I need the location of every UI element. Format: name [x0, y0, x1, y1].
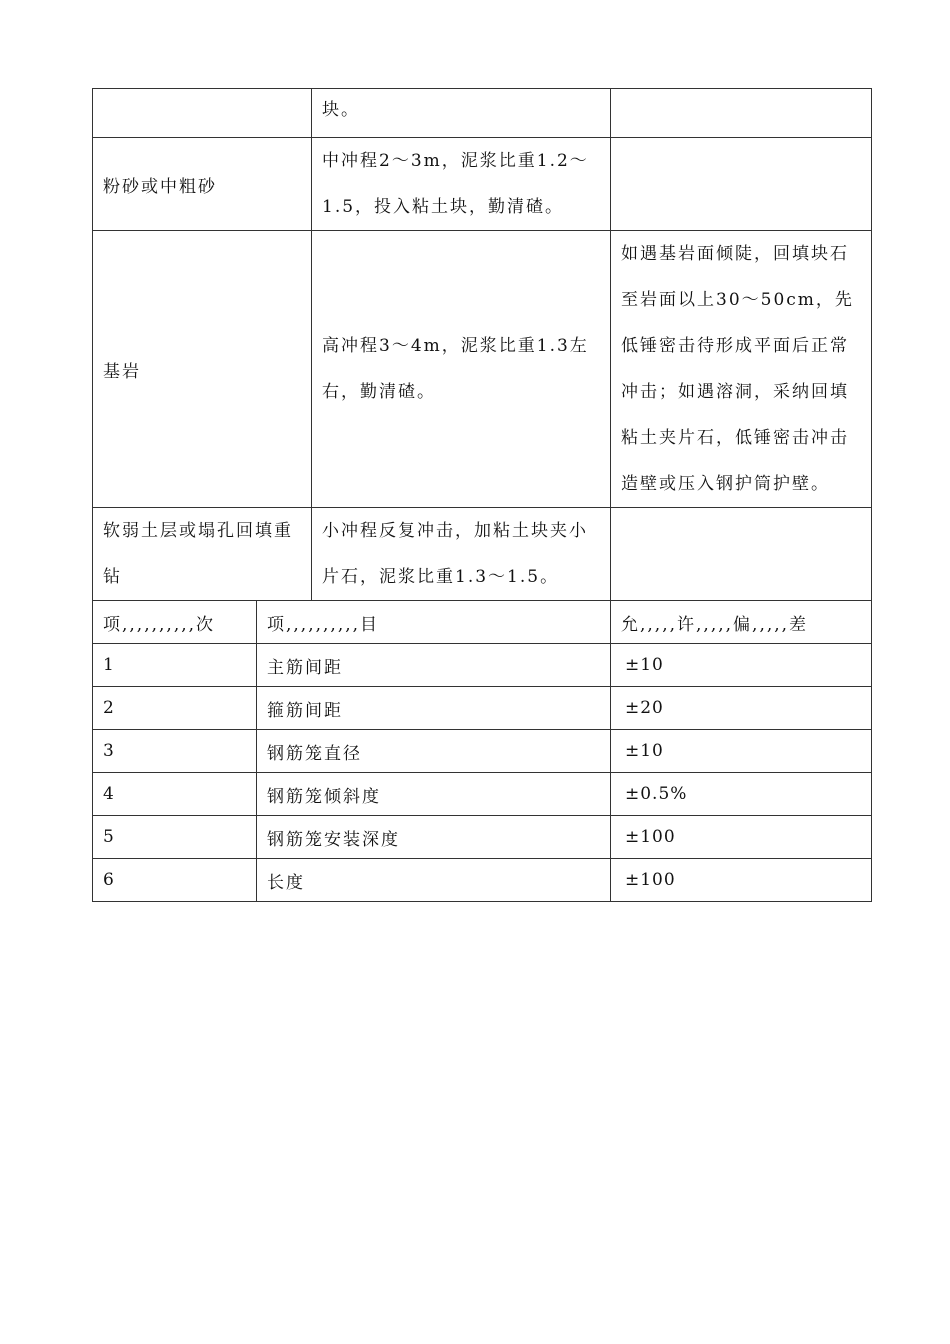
tolerance-row — [93, 730, 872, 773]
tolerance-row — [93, 773, 872, 816]
note-cell — [611, 89, 872, 138]
row-item: 钢筋笼安装深度 — [257, 816, 611, 859]
row-item: 钢筋笼直径 — [257, 730, 611, 773]
note-cell: 如遇基岩面倾陡，回填块石至岩面以上30～50cm，先低锤密击待形成平面后正常冲击；如遇溶洞，采纳回填粘土夹片石，低锤密击冲击造壁或压入钢护筒护壁。 — [611, 231, 872, 508]
row-tolerance: ±10 — [611, 644, 872, 687]
row-item: 主筋间距 — [257, 644, 611, 687]
row-number: 6 — [93, 859, 257, 902]
stratum-row — [93, 138, 872, 231]
row-item: 箍筋间距 — [257, 687, 611, 730]
tolerance-header-row — [93, 601, 872, 644]
stratum-row — [93, 89, 872, 138]
method-cell: 中冲程2～3m，泥浆比重1.2～1.5，投入粘土块，勤清碴。 — [312, 138, 611, 231]
row-number: 5 — [93, 816, 257, 859]
tolerance-row — [93, 816, 872, 859]
stratum-row — [93, 508, 872, 601]
row-tolerance: ±100 — [611, 859, 872, 902]
header-no: 项,,,,,,,,,,次 — [93, 601, 257, 644]
method-cell: 块。 — [312, 89, 611, 138]
row-item: 长度 — [257, 859, 611, 902]
row-number: 3 — [93, 730, 257, 773]
tolerance-row — [93, 644, 872, 687]
row-item: 钢筋笼倾斜度 — [257, 773, 611, 816]
note-cell — [611, 508, 872, 601]
row-tolerance: ±10 — [611, 730, 872, 773]
tolerance-row — [93, 859, 872, 902]
row-tolerance: ±0.5% — [611, 773, 872, 816]
row-tolerance: ±20 — [611, 687, 872, 730]
stratum-row — [93, 231, 872, 508]
stratum-cell: 基岩 — [93, 231, 312, 508]
row-number: 1 — [93, 644, 257, 687]
stratum-cell: 粉砂或中粗砂 — [93, 138, 312, 231]
row-number: 4 — [93, 773, 257, 816]
row-tolerance: ±100 — [611, 816, 872, 859]
header-item: 项,,,,,,,,,,目 — [257, 601, 611, 644]
stratum-cell: 软弱土层或塌孔回填重钻 — [93, 508, 312, 601]
method-cell: 高冲程3～4m，泥浆比重1.3左右，勤清碴。 — [312, 231, 611, 508]
tolerance-row — [93, 687, 872, 730]
stratum-cell — [93, 89, 312, 138]
method-cell: 小冲程反复冲击，加粘土块夹小片石，泥浆比重1.3～1.5。 — [312, 508, 611, 601]
row-number: 2 — [93, 687, 257, 730]
note-cell — [611, 138, 872, 231]
construction-table — [92, 88, 872, 902]
header-tolerance: 允,,,,,许,,,,,偏,,,,,差 — [611, 601, 872, 644]
